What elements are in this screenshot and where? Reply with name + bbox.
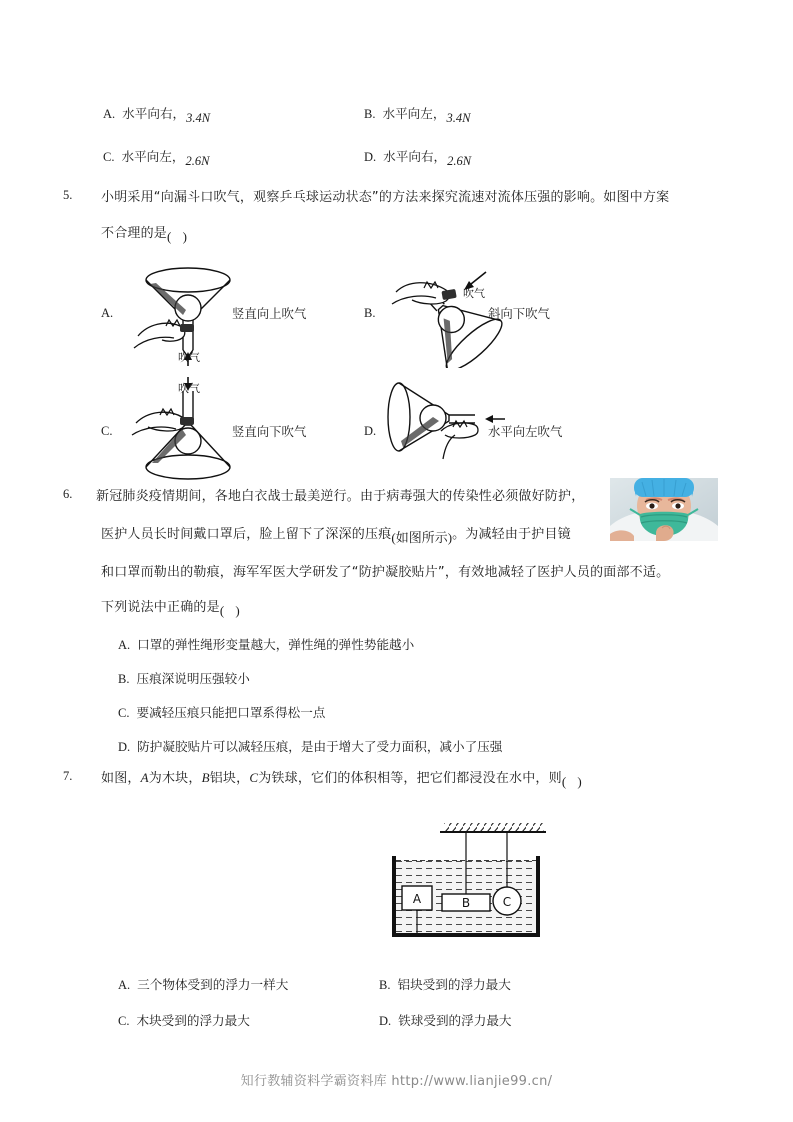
q6-stem-line-4-text: 下列说法中正确的是	[101, 600, 220, 615]
q7-symbol-c: C	[249, 770, 259, 785]
q7-option-d	[379, 1010, 512, 1029]
q4-option-c-label: C.	[103, 150, 115, 164]
q4-option-a	[103, 103, 211, 125]
q4-option-c	[103, 146, 210, 168]
q7-option-d-text: 铁球受到的浮力最大	[398, 1013, 512, 1028]
q6-option-a-label: A.	[118, 638, 131, 652]
q5-number: 5.	[63, 188, 73, 202]
q6-option-c-text: 要减轻压痕只能把口罩系得松一点	[136, 705, 326, 720]
q5-stem-line-2-text: 不合理的是	[101, 226, 168, 241]
q6-option-c	[118, 702, 325, 721]
q4-option-d-text: 水平向右，	[383, 149, 447, 164]
q7-option-a-label: A.	[118, 978, 131, 992]
q5-figure-a-blow-label: 吹气	[178, 351, 200, 364]
q7-option-c	[118, 1010, 250, 1029]
q4-option-d-value: 2.6N	[447, 154, 472, 168]
q4-option-a-value: 3.4N	[186, 111, 211, 125]
q6-figure-reference: (如图所示)	[391, 530, 453, 545]
q4-option-b	[364, 103, 471, 125]
q6-stem-line-1: 新冠肺炎疫情期间，各地白衣战士最美逆行。由于病毒强大的传染性必须做好防护，	[96, 489, 585, 504]
q6-option-d-text: 防护凝胶贴片可以减轻压痕，是由于增大了受力面积，减小了压强	[137, 739, 503, 754]
q7-symbol-b: B	[201, 770, 210, 785]
q6-option-b-label: B.	[118, 672, 130, 686]
q6-option-c-label: C.	[118, 706, 130, 720]
q5-option-d-label-wrap	[364, 423, 383, 439]
q6-option-a	[118, 634, 414, 653]
q4-option-a-text: 水平向右，	[122, 106, 186, 121]
q7-stem	[101, 767, 586, 789]
q7-answer-blank: ( )	[561, 774, 586, 789]
q5-option-a-label: A.	[101, 306, 114, 320]
q6-stem-line-2	[101, 523, 571, 545]
q6-option-d-label: D.	[118, 740, 131, 754]
q5-stem-line-1: 小明采用“向漏斗口吹气，观察乒乓球运动状态”的方法来探究流速对流体压强的影响。如图中方案	[101, 190, 670, 205]
q5-figure-c-blow-label: 吹气	[178, 382, 200, 395]
svg-text:A: A	[412, 892, 422, 906]
q6-number: 6.	[63, 487, 73, 501]
q4-option-c-value: 2.6N	[185, 154, 210, 168]
q4-option-b-text: 水平向左，	[382, 106, 446, 121]
q5-answer-blank: ( )	[167, 229, 191, 244]
q5-figure-b-blow-label: 吹气	[463, 287, 485, 300]
q7-number: 7.	[63, 769, 73, 783]
q7-option-b	[379, 974, 511, 993]
q5-option-d-label: D.	[364, 424, 377, 438]
q4-option-a-label: A.	[103, 107, 116, 121]
q6-option-d	[118, 736, 502, 755]
q4-option-c-text: 水平向左，	[121, 149, 185, 164]
q7-stem-after-c: 为铁球，它们的体积相等，把它们都浸没在水中，则	[258, 771, 562, 786]
q7-stem-after-a: 为木块，	[148, 771, 202, 786]
q7-option-b-text: 铝块受到的浮力最大	[397, 977, 511, 992]
q5-option-c-label-wrap	[101, 423, 119, 439]
q7-stem-after-b: 铝块，	[209, 771, 250, 786]
q5-option-b-label: B.	[364, 306, 376, 320]
q5-option-b-label-wrap	[364, 305, 382, 321]
q4-option-d	[364, 146, 472, 168]
q4-option-b-value: 3.4N	[446, 111, 471, 125]
q7-option-a-text: 三个物体受到的浮力一样大	[137, 977, 289, 992]
q5-option-c-caption: 竖直向下吹气	[232, 424, 307, 439]
q5-option-c-label: C.	[101, 424, 113, 438]
q6-answer-blank: ( )	[219, 603, 244, 618]
q7-option-d-label: D.	[379, 1014, 392, 1028]
q6-stem-line-2-b: 。为减轻由于护目镜	[452, 527, 571, 542]
q5-stem-line-2	[101, 222, 191, 244]
q6-option-b-text: 压痕深说明压强较小	[136, 671, 250, 686]
q7-option-c-text: 木块受到的浮力最大	[136, 1013, 250, 1028]
q6-stem-line-3: 和口罩而勒出的勒痕，海军军医大学研发了“防护凝胶贴片”，有效地减轻了医护人员的面部不适。	[101, 565, 670, 580]
q4-option-d-label: D.	[364, 150, 377, 164]
medical-worker-photo	[610, 478, 718, 541]
footer-watermark: 知行教辅资料学霸资料库 http://www.lianjie99.cn/	[240, 1074, 553, 1089]
q6-option-b	[118, 668, 250, 687]
q7-option-b-label: B.	[379, 978, 391, 992]
q7-stem-prefix: 如图，	[101, 771, 141, 786]
q5-option-a-caption: 竖直向上吹气	[232, 306, 307, 321]
q6-stem-line-4	[101, 596, 244, 618]
svg-text:B: B	[461, 896, 471, 910]
q5-option-d-caption: 水平向左吹气	[488, 424, 563, 439]
q6-option-a-text: 口罩的弹性绳形变量越大，弹性绳的弹性势能越小	[137, 637, 415, 652]
q5-option-a-label-wrap	[101, 305, 120, 321]
q7-option-c-label: C.	[118, 1014, 130, 1028]
q6-stem-line-2-a: 医护人员长时间戴口罩后，脸上留下了深深的压痕	[101, 527, 392, 542]
q7-symbol-a: A	[140, 770, 149, 785]
q7-buoyancy-figure	[386, 816, 551, 948]
q7-option-a	[118, 974, 288, 993]
svg-text:C: C	[502, 895, 512, 909]
q5-option-b-caption: 斜向下吹气	[488, 306, 550, 321]
q4-option-b-label: B.	[364, 107, 376, 121]
